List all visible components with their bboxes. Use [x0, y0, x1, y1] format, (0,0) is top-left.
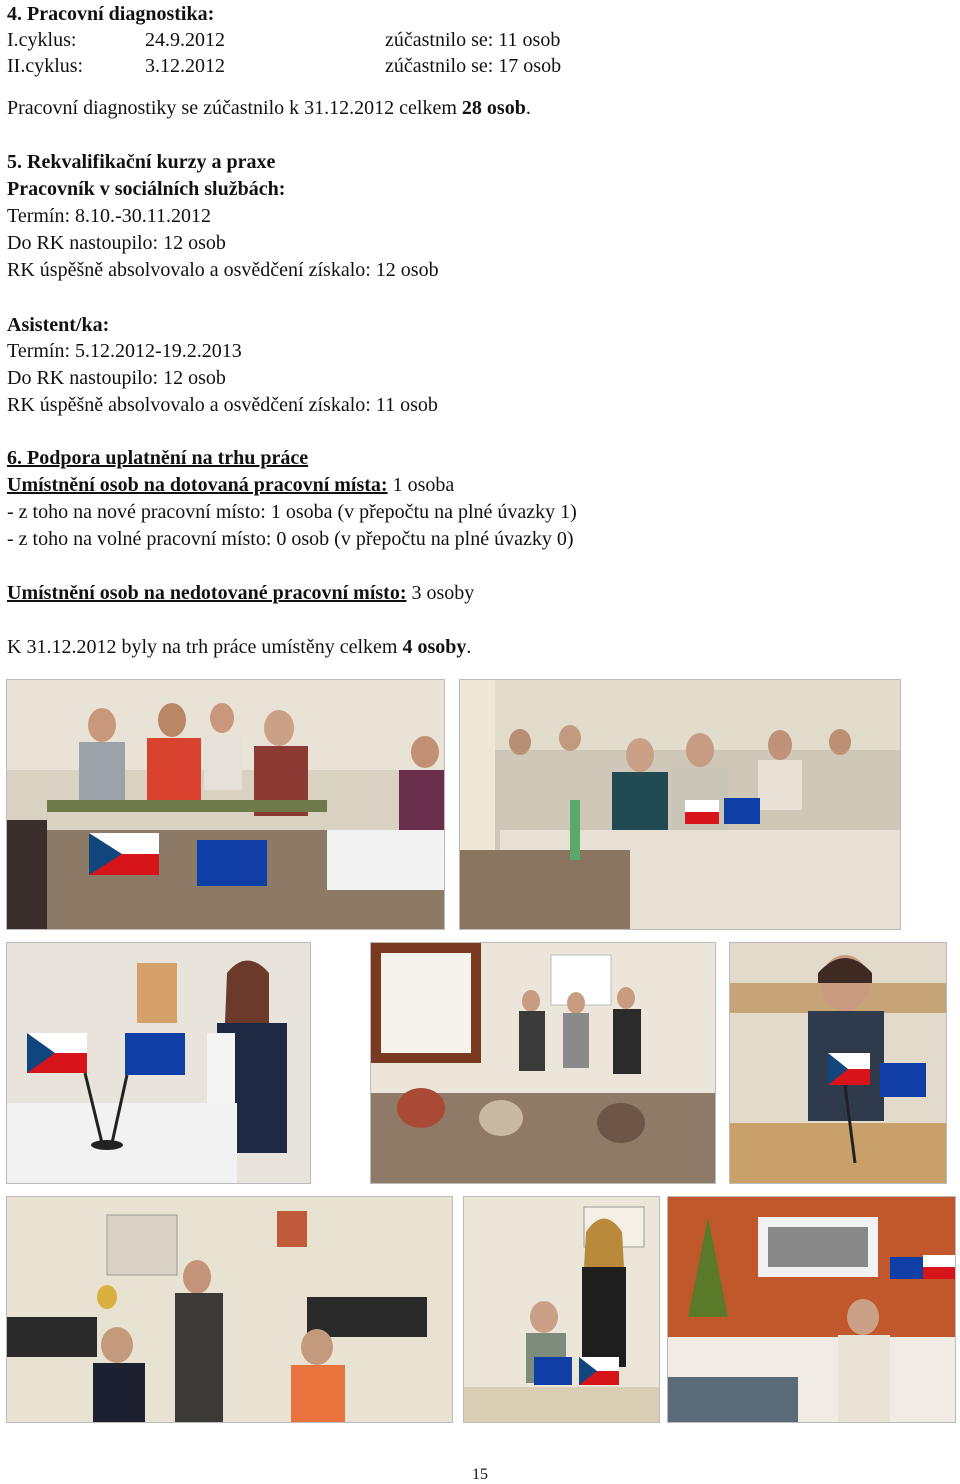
photo-classroom-2: [459, 679, 901, 930]
diagnostics-summary: [7, 96, 531, 120]
photo-classroom-1: [6, 679, 445, 930]
total-text: K 31.12.2012 byly na trh práce umístěny celkem: [7, 636, 403, 658]
subsidized-item-new: - z toho na nové pracovní místo: 1 osoba (v přepočtu na plné úvazky 1): [7, 501, 577, 523]
course2-title: Asistent/ka:: [7, 314, 110, 336]
cycle2-row: [7, 54, 562, 78]
subsidized-row: [7, 473, 454, 497]
course1-enrolled: Do RK nastoupilo: 12 osob: [7, 232, 226, 254]
page-number: 15: [472, 1466, 488, 1483]
summary-total: 28 osob: [461, 97, 526, 119]
summary-text: Pracovní diagnostiky se zúčastnilo k 31.12.2012 celkem: [7, 97, 462, 119]
course2-term: Termín: 5.12.2012-19.2.2013: [7, 340, 242, 362]
course1-completed: RK úspěšně absolvovalo a osvědčení získalo: 12 osob: [7, 259, 439, 281]
total-count: 4 osoby: [402, 636, 467, 658]
section4-heading: 4. Pracovní diagnostika:: [7, 3, 215, 25]
subsidized-value: 1 osoba: [387, 474, 455, 496]
photo-salon: [667, 1196, 956, 1423]
photo-presentation: [463, 1196, 660, 1423]
cycle1-date: 24.9.2012: [145, 29, 225, 51]
cycle1-count: zúčastnilo se: 11 osob: [385, 29, 561, 51]
cycle1-label: I.cyklus:: [7, 29, 77, 51]
photo-classroom-3: [370, 942, 716, 1184]
subsidized-item-vacant: - z toho na volné pracovní místo: 0 osob (v přepočtu na plné úvazky 0): [7, 528, 574, 550]
summary-period: .: [525, 97, 531, 119]
section6-heading: 6. Podpora uplatnění na trhu práce: [7, 447, 309, 469]
course1-term: Termín: 8.10.-30.11.2012: [7, 205, 211, 227]
subsidized-label: Umístnění osob na dotovaná pracovní místa:: [7, 474, 388, 496]
section5-heading: 5. Rekvalifikační kurzy a praxe: [7, 151, 276, 173]
cycle1-row: [7, 28, 561, 52]
photo-instructor-flags: [6, 942, 311, 1184]
cycle2-count: zúčastnilo se: 17 osob: [385, 55, 562, 77]
course1-title: Pracovník v sociálních službách:: [7, 178, 286, 200]
course2-completed: RK úspěšně absolvovalo a osvědčení získalo: 11 osob: [7, 394, 438, 416]
placement-total: [7, 635, 471, 659]
unsubsidized-row: [7, 581, 474, 605]
photo-participant-flags: [729, 942, 947, 1184]
unsubsidized-value: 3 osoby: [406, 582, 475, 604]
cycle2-label: II.cyklus:: [7, 55, 84, 77]
photo-computer-room: [6, 1196, 453, 1423]
total-period: .: [466, 636, 472, 658]
cycle2-date: 3.12.2012: [145, 55, 225, 77]
unsubsidized-label: Umístnění osob na nedotované pracovní místo:: [7, 582, 407, 604]
course2-enrolled: Do RK nastoupilo: 12 osob: [7, 367, 226, 389]
